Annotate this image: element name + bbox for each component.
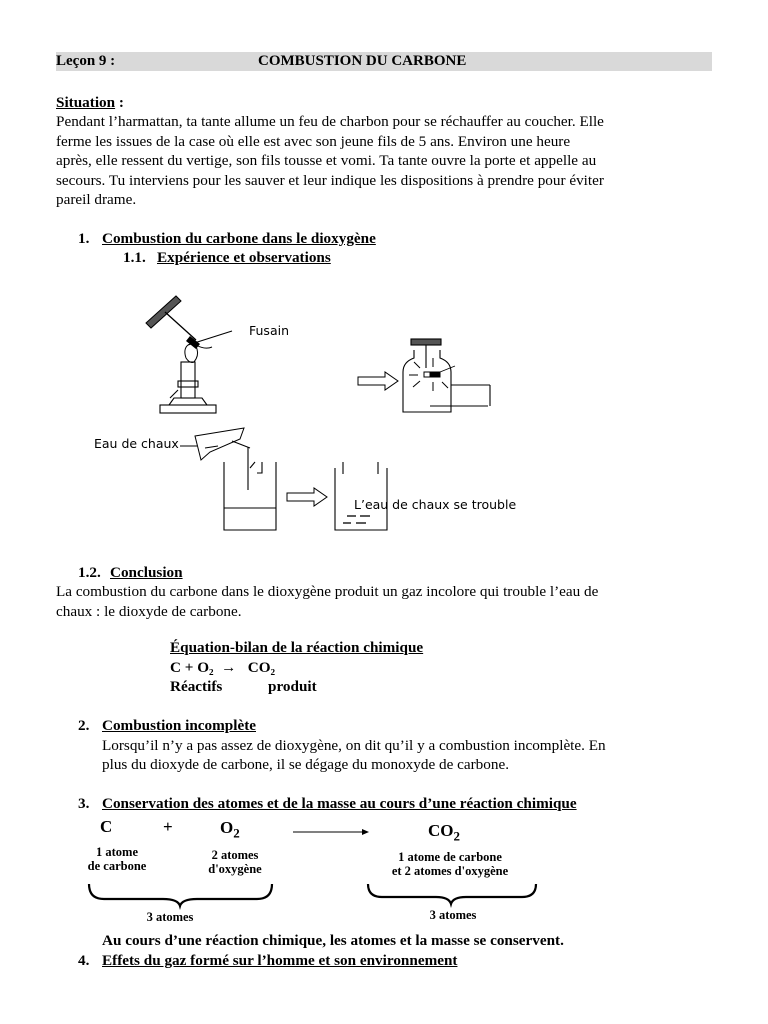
situation-line-4: secours. Tu interviens pour les sauver et leur indique les dispositions à prendre pour éviter bbox=[56, 171, 604, 189]
section-3-title: Conservation des atomes et de la masse au cours d’une réaction chimique bbox=[102, 795, 577, 812]
label-reactifs: Réactifs bbox=[170, 678, 223, 695]
co2-symbol: CO bbox=[428, 821, 454, 840]
beaker-2 bbox=[335, 462, 387, 530]
section-1-1-number: 1.1. bbox=[123, 249, 146, 266]
o2-symbol: O bbox=[220, 818, 234, 837]
conservation-statement: Au cours d’une réaction chimique, les atomes et la masse se conservent. bbox=[102, 932, 564, 949]
section-2-line-1: Lorsqu’il n’y a pas assez de dioxygène, on dit qu’il y a combustion incomplète. En bbox=[102, 736, 606, 754]
bunsen-burner bbox=[160, 362, 216, 413]
beaker-1 bbox=[224, 447, 276, 530]
o2-subscript: 2 bbox=[233, 825, 240, 841]
o2-description bbox=[190, 848, 280, 876]
oxygen-jar bbox=[403, 339, 490, 412]
right-brace bbox=[368, 884, 536, 904]
lesson-number: Leçon 9 : bbox=[56, 53, 116, 69]
section-4-title: Effets du gaz formé sur l’homme et son environnement bbox=[102, 952, 458, 969]
situation-colon: : bbox=[115, 94, 124, 111]
o2-desc-line-1: 2 atomes bbox=[211, 848, 259, 862]
section-2-line-2: plus du dioxyde de carbone, il se dégage du monoxyde de carbone. bbox=[102, 756, 509, 773]
section-2-title: Combustion incomplète bbox=[102, 717, 256, 734]
section-1-number: 1. bbox=[78, 230, 90, 247]
equation: C + O₂ → CO₂ bbox=[170, 658, 276, 676]
situation-heading bbox=[56, 93, 716, 113]
section-4-number: 4. bbox=[78, 952, 90, 969]
co2-desc-line-1: 1 atome de carbone bbox=[398, 850, 502, 864]
situation-label: Situation bbox=[56, 94, 116, 111]
c-desc-line-1: 1 atome bbox=[96, 845, 138, 859]
o2-desc-line-2: d'oxygène bbox=[208, 862, 262, 876]
section-1-2-number: 1.2. bbox=[78, 564, 101, 581]
atom-c: C bbox=[100, 817, 113, 836]
lesson-title: COMBUSTION DU CARBONE bbox=[258, 53, 467, 69]
co2-subscript: 2 bbox=[453, 828, 460, 844]
arrow-to-jar bbox=[358, 372, 398, 390]
situation-line-5: pareil drame. bbox=[56, 191, 137, 208]
c-desc-line-2: de carbone bbox=[87, 859, 147, 873]
situation-line-1: Pendant l’harmattan, ta tante allume un feu de charbon pour se réchauffer au coucher. Elle bbox=[56, 113, 604, 130]
molecule-o2 bbox=[220, 818, 240, 841]
fusain-pointer bbox=[188, 331, 232, 345]
arrow-to-beaker-2 bbox=[287, 488, 327, 506]
situation-line-2: ferme les issues de la case où elle est avec son jeune fils de 5 ans. Environ une heure bbox=[56, 132, 571, 150]
equation-title: Équation-bilan de la réaction chimique bbox=[170, 639, 424, 656]
section-1-1-title: Expérience et observations bbox=[157, 249, 331, 266]
co2-desc-line-2: et 2 atomes d'oxygène bbox=[391, 864, 509, 878]
reaction-arrow-head bbox=[362, 829, 369, 835]
situation-line-3: après, elle ressent du vertige, son fils tousse et vomi. Ta tante ouvre la porte et appelle au bbox=[56, 152, 597, 169]
lesson-header bbox=[56, 52, 712, 71]
label-fusain: Fusain bbox=[249, 323, 289, 338]
flame bbox=[185, 344, 198, 363]
co2-description bbox=[370, 850, 530, 878]
c-description bbox=[72, 845, 162, 873]
left-total: 3 atomes bbox=[146, 910, 194, 924]
conclusion-line-2: chaux : le dioxyde de carbone. bbox=[56, 602, 242, 620]
section-1-2-title: Conclusion bbox=[110, 564, 183, 581]
label-eau-de-chaux: Eau de chaux bbox=[94, 436, 179, 451]
molecule-co2 bbox=[428, 821, 460, 844]
conclusion-line-1: La combustion du carbone dans le dioxygène produit un gaz incolore qui trouble l’eau de bbox=[56, 583, 599, 600]
pouring-vessel bbox=[180, 428, 250, 460]
label-trouble: L’eau de chaux se trouble bbox=[354, 497, 517, 512]
label-produit: produit bbox=[268, 678, 317, 695]
clamp-holder bbox=[146, 296, 200, 349]
plus-sign: + bbox=[163, 817, 173, 836]
section-2-number: 2. bbox=[78, 717, 90, 734]
right-total: 3 atomes bbox=[429, 908, 477, 922]
left-brace bbox=[89, 884, 272, 906]
burning-carbon bbox=[409, 358, 448, 391]
section-1-title: Combustion du carbone dans le dioxygène bbox=[102, 230, 376, 247]
section-3-number: 3. bbox=[78, 795, 90, 812]
